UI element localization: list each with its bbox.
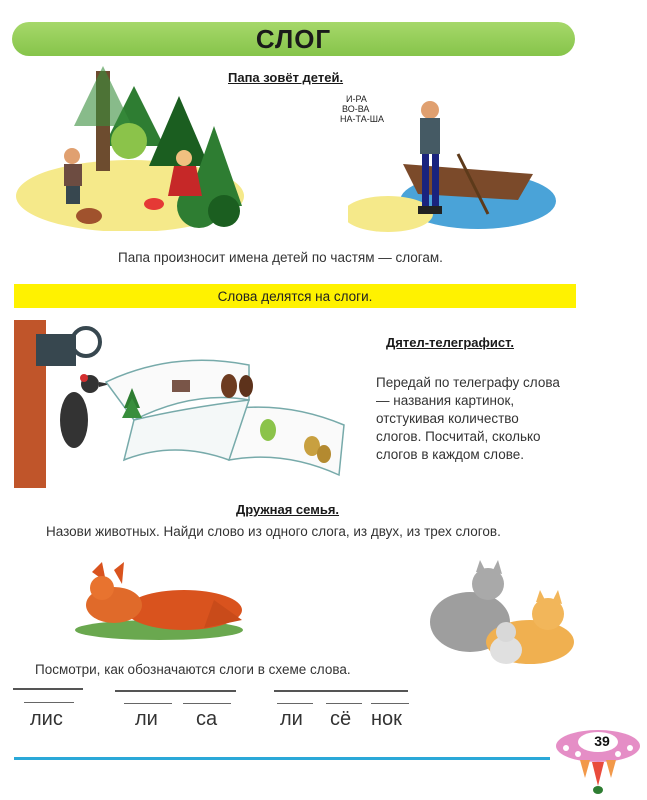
section-heading-papa: Папа зовёт детей. xyxy=(228,70,344,85)
fox-family-illustration xyxy=(74,560,244,640)
section-heading-semya: Дружная семья. xyxy=(236,502,340,517)
page-title: СЛОГ xyxy=(255,23,332,54)
speech-ira: И-РА xyxy=(346,94,367,104)
syllable: ли xyxy=(135,708,158,730)
scheme-caption: Посмотри, как обозначаются слоги в схеме слова. xyxy=(35,662,351,677)
section-heading-dyatel: Дятел-телеграфист. xyxy=(386,335,514,350)
forest-children-illustration xyxy=(14,66,246,231)
syllable-slot xyxy=(183,703,231,704)
paragraph-line: Передай по телеграфу слова xyxy=(376,375,560,390)
cat-family-illustration xyxy=(410,560,578,672)
ufo-icon xyxy=(552,716,644,798)
footer-rule xyxy=(14,757,550,760)
syllable-slot xyxy=(326,703,362,704)
syllable: лис xyxy=(30,708,63,730)
syllable: ли xyxy=(280,708,303,730)
syllable: сё xyxy=(330,708,352,730)
syllable-slot xyxy=(371,703,409,704)
woodpecker-telegraph-illustration xyxy=(14,320,354,490)
speech-vova: ВО-ВА xyxy=(342,104,370,114)
syllable-slot xyxy=(277,703,313,704)
paragraph-line: слогов в каждом слове. xyxy=(376,447,524,462)
section1-caption: Папа произносит имена детей по частям — слогам. xyxy=(118,250,443,265)
rule-bar: Слова делятся на слоги. xyxy=(14,284,576,308)
word-slot xyxy=(13,688,83,690)
section2-paragraph xyxy=(376,374,586,464)
paragraph-line: отстукивая количество xyxy=(376,411,519,426)
word-slot xyxy=(115,690,236,692)
syllable-slot xyxy=(124,703,172,704)
title-banner xyxy=(12,22,575,56)
section3-instruction: Назови животных. Найди слово из одного слога, из двух, из трех слогов. xyxy=(46,524,501,539)
word-slot xyxy=(274,690,408,692)
speech-natasha: НА-ТА-ША xyxy=(340,114,384,124)
syllable: са xyxy=(196,708,218,730)
paragraph-line: — названия картинок, xyxy=(376,393,515,408)
father-boat-illustration xyxy=(348,96,558,236)
syllable: нок xyxy=(371,708,402,730)
syllable-slot xyxy=(24,702,74,703)
page-number: 39 xyxy=(594,733,610,749)
paragraph-line: слогов. Посчитай, сколько xyxy=(376,429,541,444)
